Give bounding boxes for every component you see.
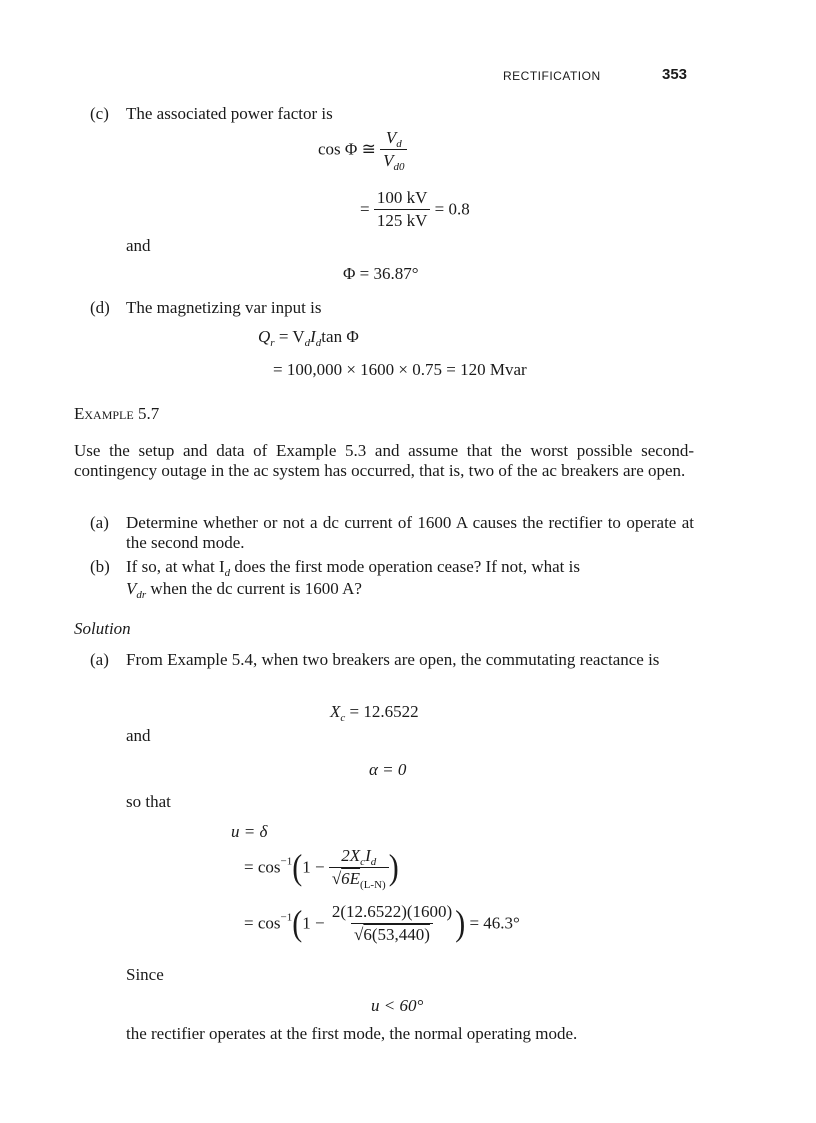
- eq-vd0: V: [383, 151, 394, 170]
- example-item-a-label: (a): [90, 513, 109, 532]
- item-b-part1: If so, at what I: [126, 557, 225, 576]
- example-item-b-label: (b): [90, 557, 110, 576]
- example-title: Example 5.7: [74, 404, 160, 423]
- example-item-b-line1: If so, at what $I_d$ does the first mode operation cease? If not, what is: [126, 557, 580, 579]
- eq-ratio-result: = 0.8: [434, 199, 470, 219]
- eq-power-factor: [318, 128, 407, 171]
- eq-cos-2: = cos: [244, 913, 281, 933]
- part-d-label: (d): [90, 298, 110, 317]
- eq-frac1-den: 6E: [341, 869, 361, 888]
- eq-qr: $Q_r = V_dI_d\tan$ Φ: [258, 327, 359, 349]
- example-item-a-text: Determine whether or not a dc current of 1600 A causes the rectifier to operate at the second mode.: [126, 513, 694, 552]
- eq-u-delta: u = δ: [231, 822, 268, 841]
- so-that-label: so that: [126, 792, 171, 811]
- example-item-b-line2: $V_{dr}$ when the dc current is 1600 A?: [126, 579, 362, 601]
- eq-cos-lhs: cos Φ ≅: [318, 139, 376, 159]
- eq-vd-sub: d: [396, 138, 402, 150]
- eq-qr-tan: tan Φ: [321, 327, 359, 346]
- eq-sup-1: −1: [280, 855, 293, 868]
- eq-ratio-num: 100 kV: [376, 188, 428, 207]
- solution-a-label: (a): [90, 650, 109, 669]
- item-b-part3: when the dc current is 1600 A?: [146, 579, 362, 598]
- eq-cos-inverse-1: = $\cos^{-1}(1$ − $\frac{2X_cI_d}{√6E_{(L-N)}}$ ): [244, 846, 399, 891]
- eq-alpha: α = 0: [369, 760, 407, 779]
- part-c-label: (c): [90, 104, 109, 123]
- eq-phi: Φ = 36.87°: [343, 264, 419, 283]
- eq-frac2-num: 2(12.6522)(1600): [331, 902, 453, 921]
- eq-frac1-num: 2X: [341, 846, 361, 865]
- part-c-text: The associated power factor is: [126, 104, 333, 123]
- eq-u-lt: u < 60°: [371, 996, 424, 1015]
- eq-ratio: = $\frac{100 kV}{125 kV}$ = 0.8: [360, 188, 470, 230]
- conclusion-text: the rectifier operates at the first mode, the normal operating mode.: [126, 1024, 578, 1043]
- eq-vd0-sub: d0: [393, 161, 405, 173]
- and-label-2: and: [126, 726, 151, 745]
- eq-vd: V: [385, 128, 397, 147]
- item-b-part2: does the first mode operation cease? If not, what is: [230, 557, 580, 576]
- example-body: Use the setup and data of Example 5.3 and assume that the worst possible second-contingency outage in the ac system has occurred, that is, two of the ac breakers are open.: [74, 441, 694, 480]
- and-label-1: and: [126, 236, 151, 255]
- eq-cos-inverse-2: = $\cos^{-1}(1$ − $\frac{2(12.6522)(1600)}{√6(53,440)}$ ) = 46.3°: [244, 902, 520, 944]
- eq-one-minus-2: 1 −: [302, 913, 325, 933]
- eq-xc: $X_c = 12.6522$: [330, 702, 419, 724]
- eq-ratio-den: 125 kV: [374, 209, 431, 231]
- running-title: RECTIFICATION: [503, 69, 601, 83]
- solution-a-text: From Example 5.4, when two breakers are open, the commutating reactance is: [126, 650, 660, 669]
- part-d-text: The magnetizing var input is: [126, 298, 322, 317]
- page-number: 353: [662, 66, 688, 83]
- eq-qr-result: = 100,000 × 1600 × 0.75 = 120 Mvar: [273, 360, 527, 379]
- eq-xc-val: = 12.6522: [349, 702, 419, 721]
- eq-cos-1: = cos: [244, 857, 281, 877]
- eq-sup-2: −1: [280, 911, 293, 924]
- eq-one-minus-1: 1 −: [302, 857, 325, 877]
- since-label: Since: [126, 965, 164, 984]
- eq-result: = 46.3°: [469, 913, 520, 933]
- solution-title: Solution: [74, 619, 131, 638]
- eq-frac2-den: 6(53,440): [363, 925, 430, 944]
- eq-qr-eq: = V: [278, 327, 305, 346]
- eq-frac1-den-sub: (L-N): [360, 879, 386, 891]
